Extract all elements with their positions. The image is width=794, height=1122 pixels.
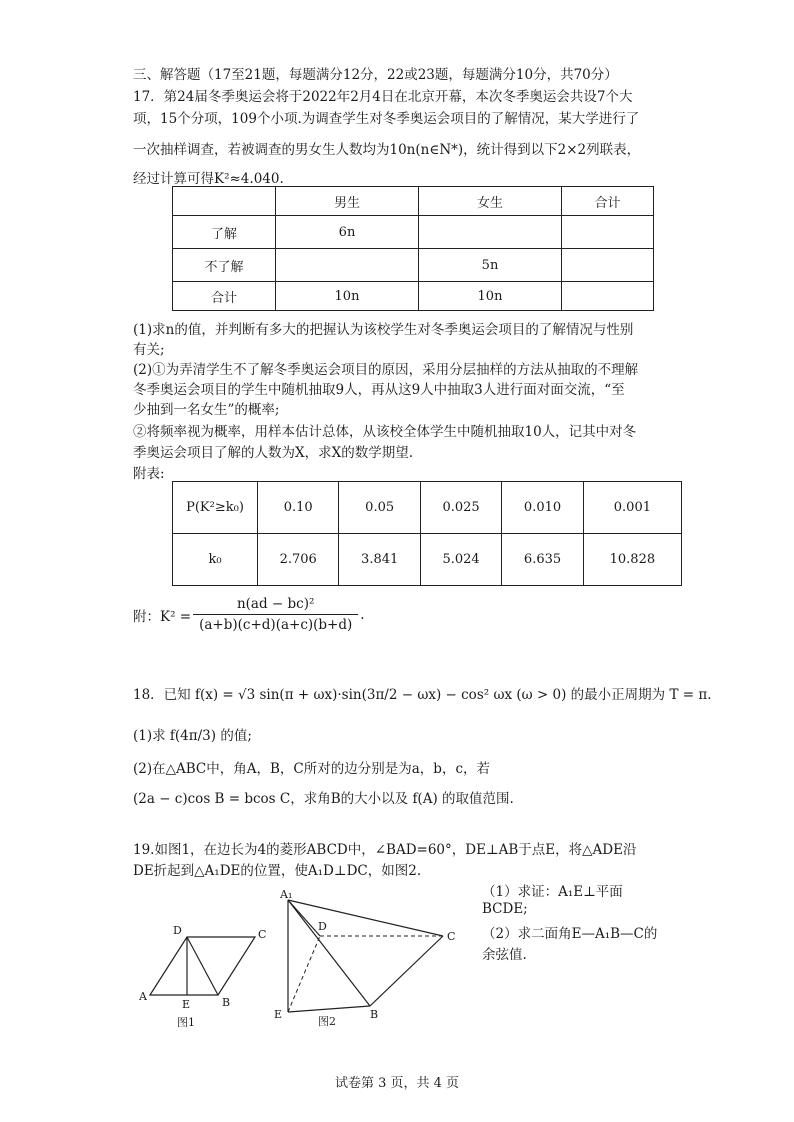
q17-line-4: 经过计算可得K²≈4.040. xyxy=(133,171,284,187)
q19-line-2: DE折起到△A₁DE的位置，使A₁D⊥DC，如图2. xyxy=(133,863,422,879)
label-B: B xyxy=(222,996,231,1009)
label-C: C xyxy=(258,928,267,941)
q17-part-2a: (2)①为弄清学生不了解冬季奥运会项目的原因，采用分层抽样的方法从抽取的不理解 xyxy=(133,362,639,378)
section-header: 三、解答题（17至21题，每题满分12分，22或23题，每题满分10分，共70分） xyxy=(133,67,618,83)
q18-statement: 18．已知 f(x) = √3 sin(π + ωx)·sin(3π/2 − ωx) − cos² ωx (ω > 0) 的最小正周期为 T = π. xyxy=(133,687,712,703)
table-cell: 0.10 xyxy=(258,482,339,534)
q18-part-1: (1)求 f(4π/3) 的值; xyxy=(133,728,252,744)
table-cell: 0.05 xyxy=(339,482,420,534)
table-cell: 6n xyxy=(276,216,419,249)
table-cell: 3.841 xyxy=(339,534,420,586)
segment-ED-hidden xyxy=(288,936,320,1012)
figure-2-solid xyxy=(270,888,470,1033)
table-cell: 10n xyxy=(276,282,419,311)
table-header-cell: 合计 xyxy=(562,187,654,216)
critical-value-table xyxy=(172,481,682,586)
label-D: D xyxy=(173,924,182,937)
q17-part-2d: ②将频率视为概率，用样本估计总体，从该校全体学生中随机抽取10人，记其中对冬 xyxy=(133,424,637,440)
table-cell xyxy=(562,282,654,311)
q17-line-1: 17．第24届冬季奥运会将于2022年2月4日在北京开幕，本次冬季奥运会共设7个大 xyxy=(133,89,633,105)
label-D: D xyxy=(318,920,327,933)
page-footer: 试卷第 3 页，共 4 页 xyxy=(334,1076,460,1091)
formula-prefix: 附：K² = xyxy=(133,608,192,625)
table-cell: 0.025 xyxy=(420,482,501,534)
formula-fraction xyxy=(193,596,358,633)
q17-line-3: 一次抽样调查，若被调查的男女生人数均为10n(n∈N*)，统计得到以下2×2列联表， xyxy=(133,142,641,158)
table-cell: 5n xyxy=(419,249,562,282)
table-cell: 0.010 xyxy=(502,482,583,534)
q17-part-1a: (1)求n的值，并判断有多大的把握认为该校学生对冬季奥运会项目的了解情况与性别 xyxy=(133,322,634,338)
table-cell xyxy=(562,216,654,249)
table-cell xyxy=(562,249,654,282)
table-header-cell: P(K²≥k₀) xyxy=(173,482,258,534)
table-cell: 5.024 xyxy=(420,534,501,586)
table-cell: 合计 xyxy=(173,282,276,311)
q18-part-2b: (2a − c)cos B = bcos C，求角B的大小以及 f(A) 的取值范围. xyxy=(133,791,514,807)
q19-sub-2b: 余弦值. xyxy=(482,947,527,963)
label-E: E xyxy=(274,1008,283,1021)
table-cell: 不了解 xyxy=(173,249,276,282)
segment-A1D xyxy=(288,900,320,936)
formula-suffix: . xyxy=(360,606,365,623)
segment-DB xyxy=(187,937,218,995)
table-header-cell: 女生 xyxy=(419,187,562,216)
table-cell: 10n xyxy=(419,282,562,311)
table-cell: 10.828 xyxy=(583,534,681,586)
table-cell: 了解 xyxy=(173,216,276,249)
contingency-table xyxy=(172,186,654,311)
appendix-label: 附表: xyxy=(133,466,165,482)
formula-numerator: n(ad − bc)² xyxy=(193,596,358,615)
table-header-cell: 男生 xyxy=(276,187,419,216)
label-C: C xyxy=(447,930,456,943)
chi-square-formula xyxy=(133,596,365,633)
label-E: E xyxy=(182,998,191,1011)
label-B: B xyxy=(370,1008,379,1021)
q19-sub-1b: BCDE; xyxy=(482,901,528,917)
table-cell xyxy=(419,216,562,249)
segment-EB xyxy=(288,1006,370,1012)
figure-1-caption: 图1 xyxy=(177,1016,195,1029)
label-A1: A₁ xyxy=(280,888,293,901)
q19-line-1: 19.如图1，在边长为4的菱形ABCD中，∠BAD=60°，DE⊥AB于点E，将△ADE沿 xyxy=(133,842,637,858)
q17-part-2b: 冬季奥运会项目的学生中随机抽取9人，再从这9人中抽取3人进行面对面交流，“至 xyxy=(133,382,625,398)
table-cell xyxy=(276,249,419,282)
table-cell: 0.001 xyxy=(583,482,681,534)
q18-part-2a: (2)在△ABC中，角A，B，C所对的边分别是为a，b，c，若 xyxy=(133,761,491,777)
label-A: A xyxy=(139,990,147,1003)
figure-1-rhombus xyxy=(135,920,275,1035)
formula-denominator: (a+b)(c+d)(a+c)(b+d) xyxy=(199,617,353,633)
q19-sub-1a: （1）求证：A₁E⊥平面 xyxy=(482,884,623,900)
q17-part-2e: 季奥运会项目了解的人数为X，求X的数学期望. xyxy=(133,445,414,461)
segment-BC xyxy=(370,936,443,1006)
table-header-cell xyxy=(173,187,276,216)
q19-sub-2a: （2）求二面角E—A₁B—C的 xyxy=(482,926,658,942)
q17-part-2c: 少抽到一名女生”的概率; xyxy=(133,402,280,418)
table-header-cell: k₀ xyxy=(173,534,258,586)
q17-line-2: 项，15个分项，109个小项.为调查学生对冬季奥运会项目的了解情况，某大学进行了 xyxy=(133,111,640,127)
table-cell: 6.635 xyxy=(502,534,583,586)
table-cell: 2.706 xyxy=(258,534,339,586)
figure-2-caption: 图2 xyxy=(318,1015,336,1028)
q17-part-1b: 有关; xyxy=(133,342,165,358)
